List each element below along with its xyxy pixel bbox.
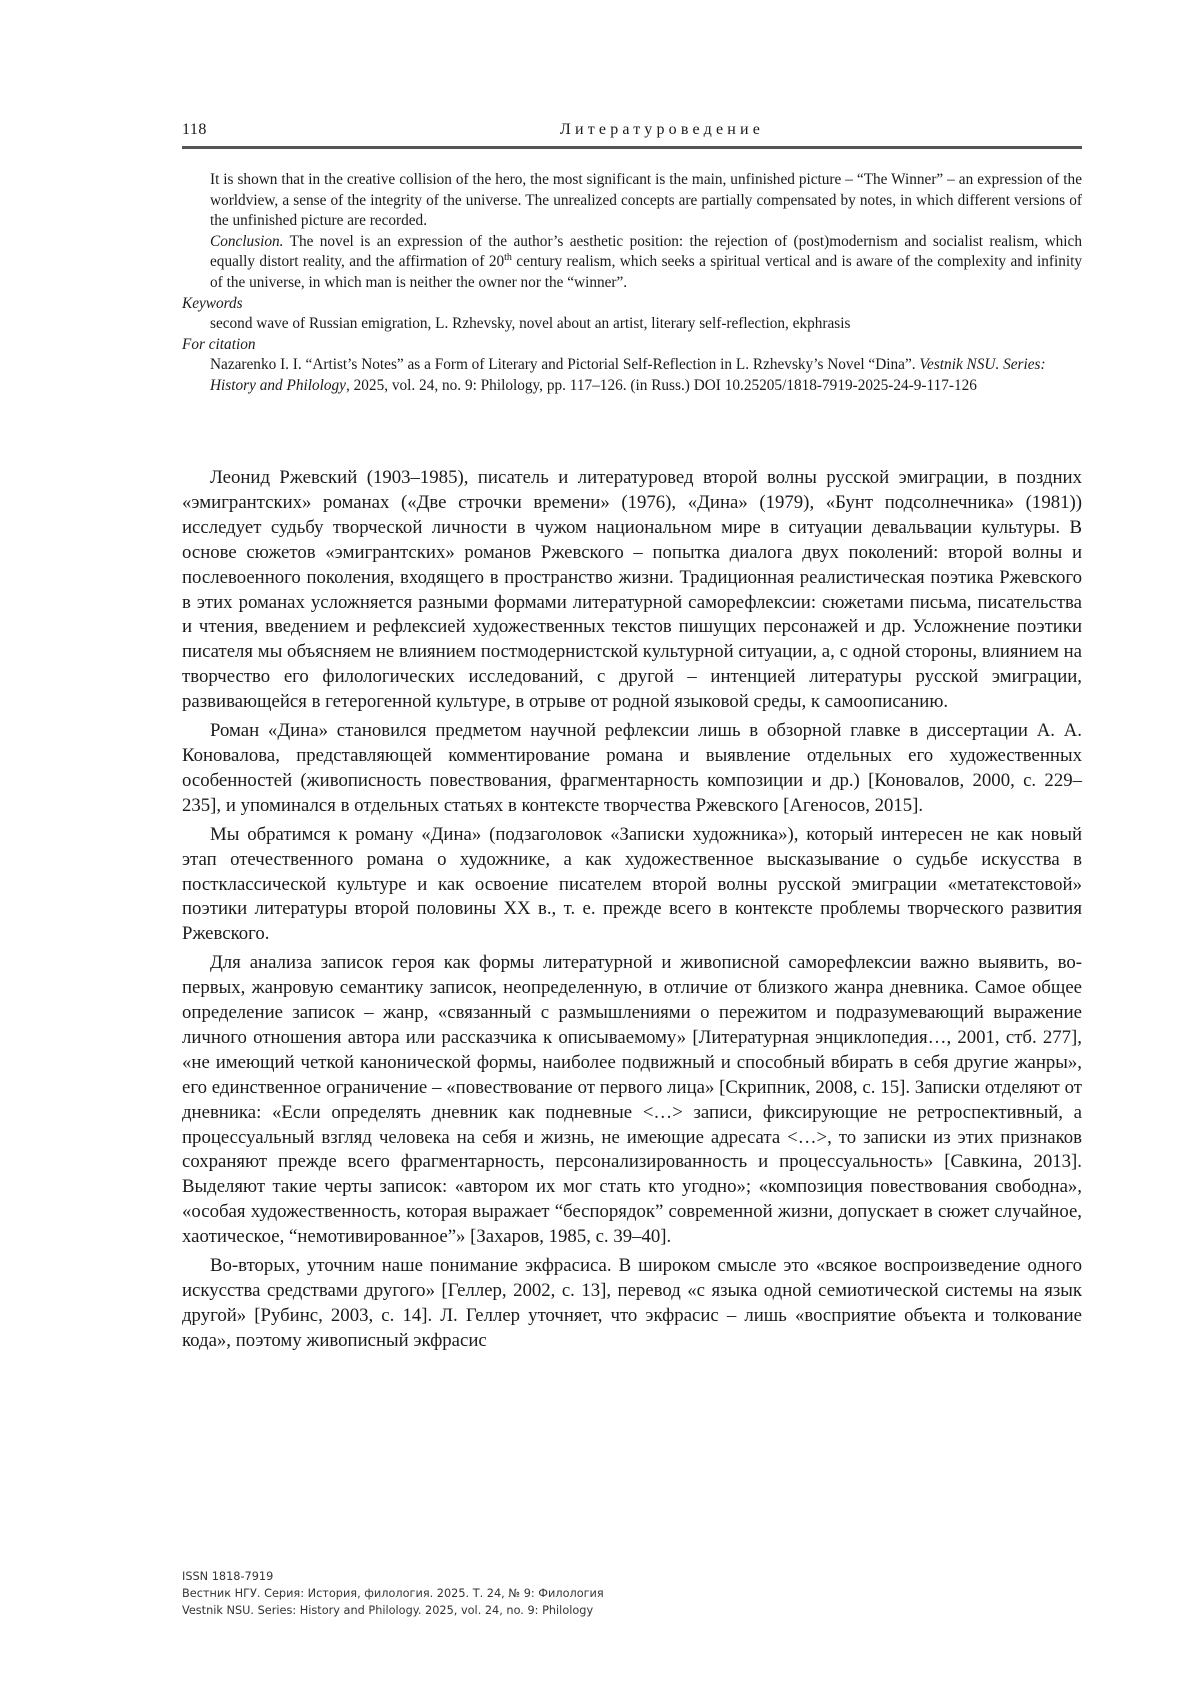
- footer-journal-en: Vestnik NSU. Series: History and Philology. 2025, vol. 24, no. 9: Philology: [182, 1604, 594, 1617]
- body-paragraph: Во-вторых, уточним наше понимание экфрасиса. В широком смысле это «всякое воспроизведение одного искусства средствами другого» [Геллер, 2002, с. 13], перевод «с языка одной семиотической системы на язык другой» [Рубинс, 2003, с. 14]. Л. Геллер уточняет, что экфрасис – лишь «восприятие объекта и толкование кода», поэтому живописный экфрасис: [182, 1255, 1082, 1351]
- conclusion-superscript: th: [504, 252, 512, 264]
- keywords-label: Keywords: [182, 294, 243, 312]
- citation-journal: Vestnik NSU. Series: History and Philology: [210, 356, 1046, 394]
- abstract-results: It is shown that in the creative collision of the hero, the most significant is the main, unfinished picture – “The Winner” – an expression of the worldview, a sense of the integrity of the universe. The unrealized concepts are partially compensated by notes, in which different versions of the unfinished picture are recorded.: [210, 171, 1082, 230]
- keywords-text: second wave of Russian emigration, L. Rzhevsky, novel about an artist, literary self-reflection, ekphrasis: [210, 315, 851, 333]
- english-abstract: [182, 170, 1082, 397]
- running-header: [182, 121, 1082, 147]
- section-title: Литературоведение: [559, 121, 765, 138]
- body-paragraph: Леонид Ржевский (1903–1985), писатель и литературовед второй волны русской эмиграции, в поздних «эмигрантских» романах («Две строчки времени» (1976), «Дина» (1979), «Бунт подсолнечника» (1981)) исследует судьбу творческой личности в чужом национальном мире в ситуации девальвации культуры. В основе сюжетов «эмигрантских» романов Ржевского – попытка диалога двух поколений: второй волны и послевоенного поколения, входящего в пространство жизни. Традиционная реалистическая поэтика Ржевского в этих романах усложняется разными формами литературной саморефлексии: сюжетами письма, писательства и чтения, введением и рефлексией художественных текстов пишущих персонажей и др. Усложнение поэтики писателя мы объясняем не влиянием постмодернистской культурной ситуации, а, с одной стороны, влиянием на творчество его филологических исследований, с другой – интенцией литературы русской эмиграции, развивающейся в гетерогенной культуре, в отрыве от родной языковой среды, к самоописанию.: [182, 467, 1082, 713]
- citation-text-a: Nazarenko I. I. “Artist’s Notes” as a Form of Literary and Pictorial Self-Reflection in L. Rzhevsky’s Novel “Dina”.: [210, 356, 920, 374]
- main-body-text: [182, 466, 1082, 1358]
- page-number: 118: [182, 121, 207, 138]
- body-paragraph: Мы обратимся к роману «Дина» (подзаголовок «Записки художника»), который интересен не как новый этап отечественного романа о художнике, а как художественное высказывание о судьбе искусства в постклассической культуре и как освоение писателем второй волны русской эмиграции «метатекстовой» поэтики литературы второй половины XX в., т. е. прежде всего в контексте проблемы творческого развития Ржевского.: [182, 823, 1082, 945]
- footer-issn: ISSN 1818-7919: [182, 1570, 274, 1583]
- abstract-conclusion: [182, 232, 1082, 294]
- conclusion-text-a: The novel is an expression of the author’s aesthetic position: the rejection of (post)modernism and socialist realism, which equally distort reality, and the affirmation of 20: [210, 232, 1082, 271]
- citation-text: [182, 355, 1082, 396]
- body-paragraph: Роман «Дина» становился предметом научной рефлексии лишь в обзорной главке в диссертации А. А. Коновалова, представляющей комментирование романа и выявление отдельных его художественных особенностей (живописность повествования, фрагментарность композиции и др.) [Коновалов, 2000, с. 229–235], и упоминался в отдельных статьях в контексте творчества Ржевского [Агеносов, 2015].: [182, 720, 1082, 816]
- conclusion-text-b: century realism, which seeks a spiritual vertical and is aware of the complexity and infinity of the universe, in which man is neither the owner nor the “winner”.: [210, 253, 1082, 291]
- page-footer: [182, 1568, 882, 1619]
- citation-text-b: , 2025, vol. 24, no. 9: Philology, pp. 117–126. (in Russ.) DOI 10.25205/1818-7919-2025-24-9-117-126: [345, 376, 977, 394]
- citation-label: For citation: [182, 335, 256, 353]
- body-paragraph: Для анализа записок героя как формы литературной и живописной саморефлексии важно выявить, во-первых, жанровую семантику записок, неопределенную, в отличие от близкого жанра дневника. Самое общее определение записок – жанр, «связанный с размышлениями о пережитом и подразумевающий выражение личного отношения автора или рассказчика к описываемому» [Литературная энциклопедия…, 2001, стб. 277], «не имеющий четкой канонической формы, наиболее подвижный и способный вбирать в себя другие жанры», его единственное ограничение – «повествование от первого лица» [Скрипник, 2008, с. 15]. Записки отделяют от дневника: «Если определять дневник как подневные <…> записи, фиксирующие не ретроспективный, а процессуальный взгляд человека на себя и жизнь, не имеющие адресата <…>, то записки из этих признаков сохраняют прежде всего фрагментарность, персонализированность и процессуальность» [Савкина, 2013]. Выделяют такие черты записок: «автором их мог стать кто угодно»; «композиция повествования свободна», «особая художественность, которая выражает “беспорядок” современной жизни, допускает в сюжет случайное, хаотическое, “немотивированное”» [Захаров, 1985, с. 39–40].: [182, 952, 1082, 1248]
- conclusion-label: Conclusion.: [210, 232, 284, 250]
- header-rule: [182, 146, 1082, 149]
- footer-journal-ru: Вестник НГУ. Серия: История, филология. 2025. Т. 24, № 9: Филология: [182, 1587, 604, 1600]
